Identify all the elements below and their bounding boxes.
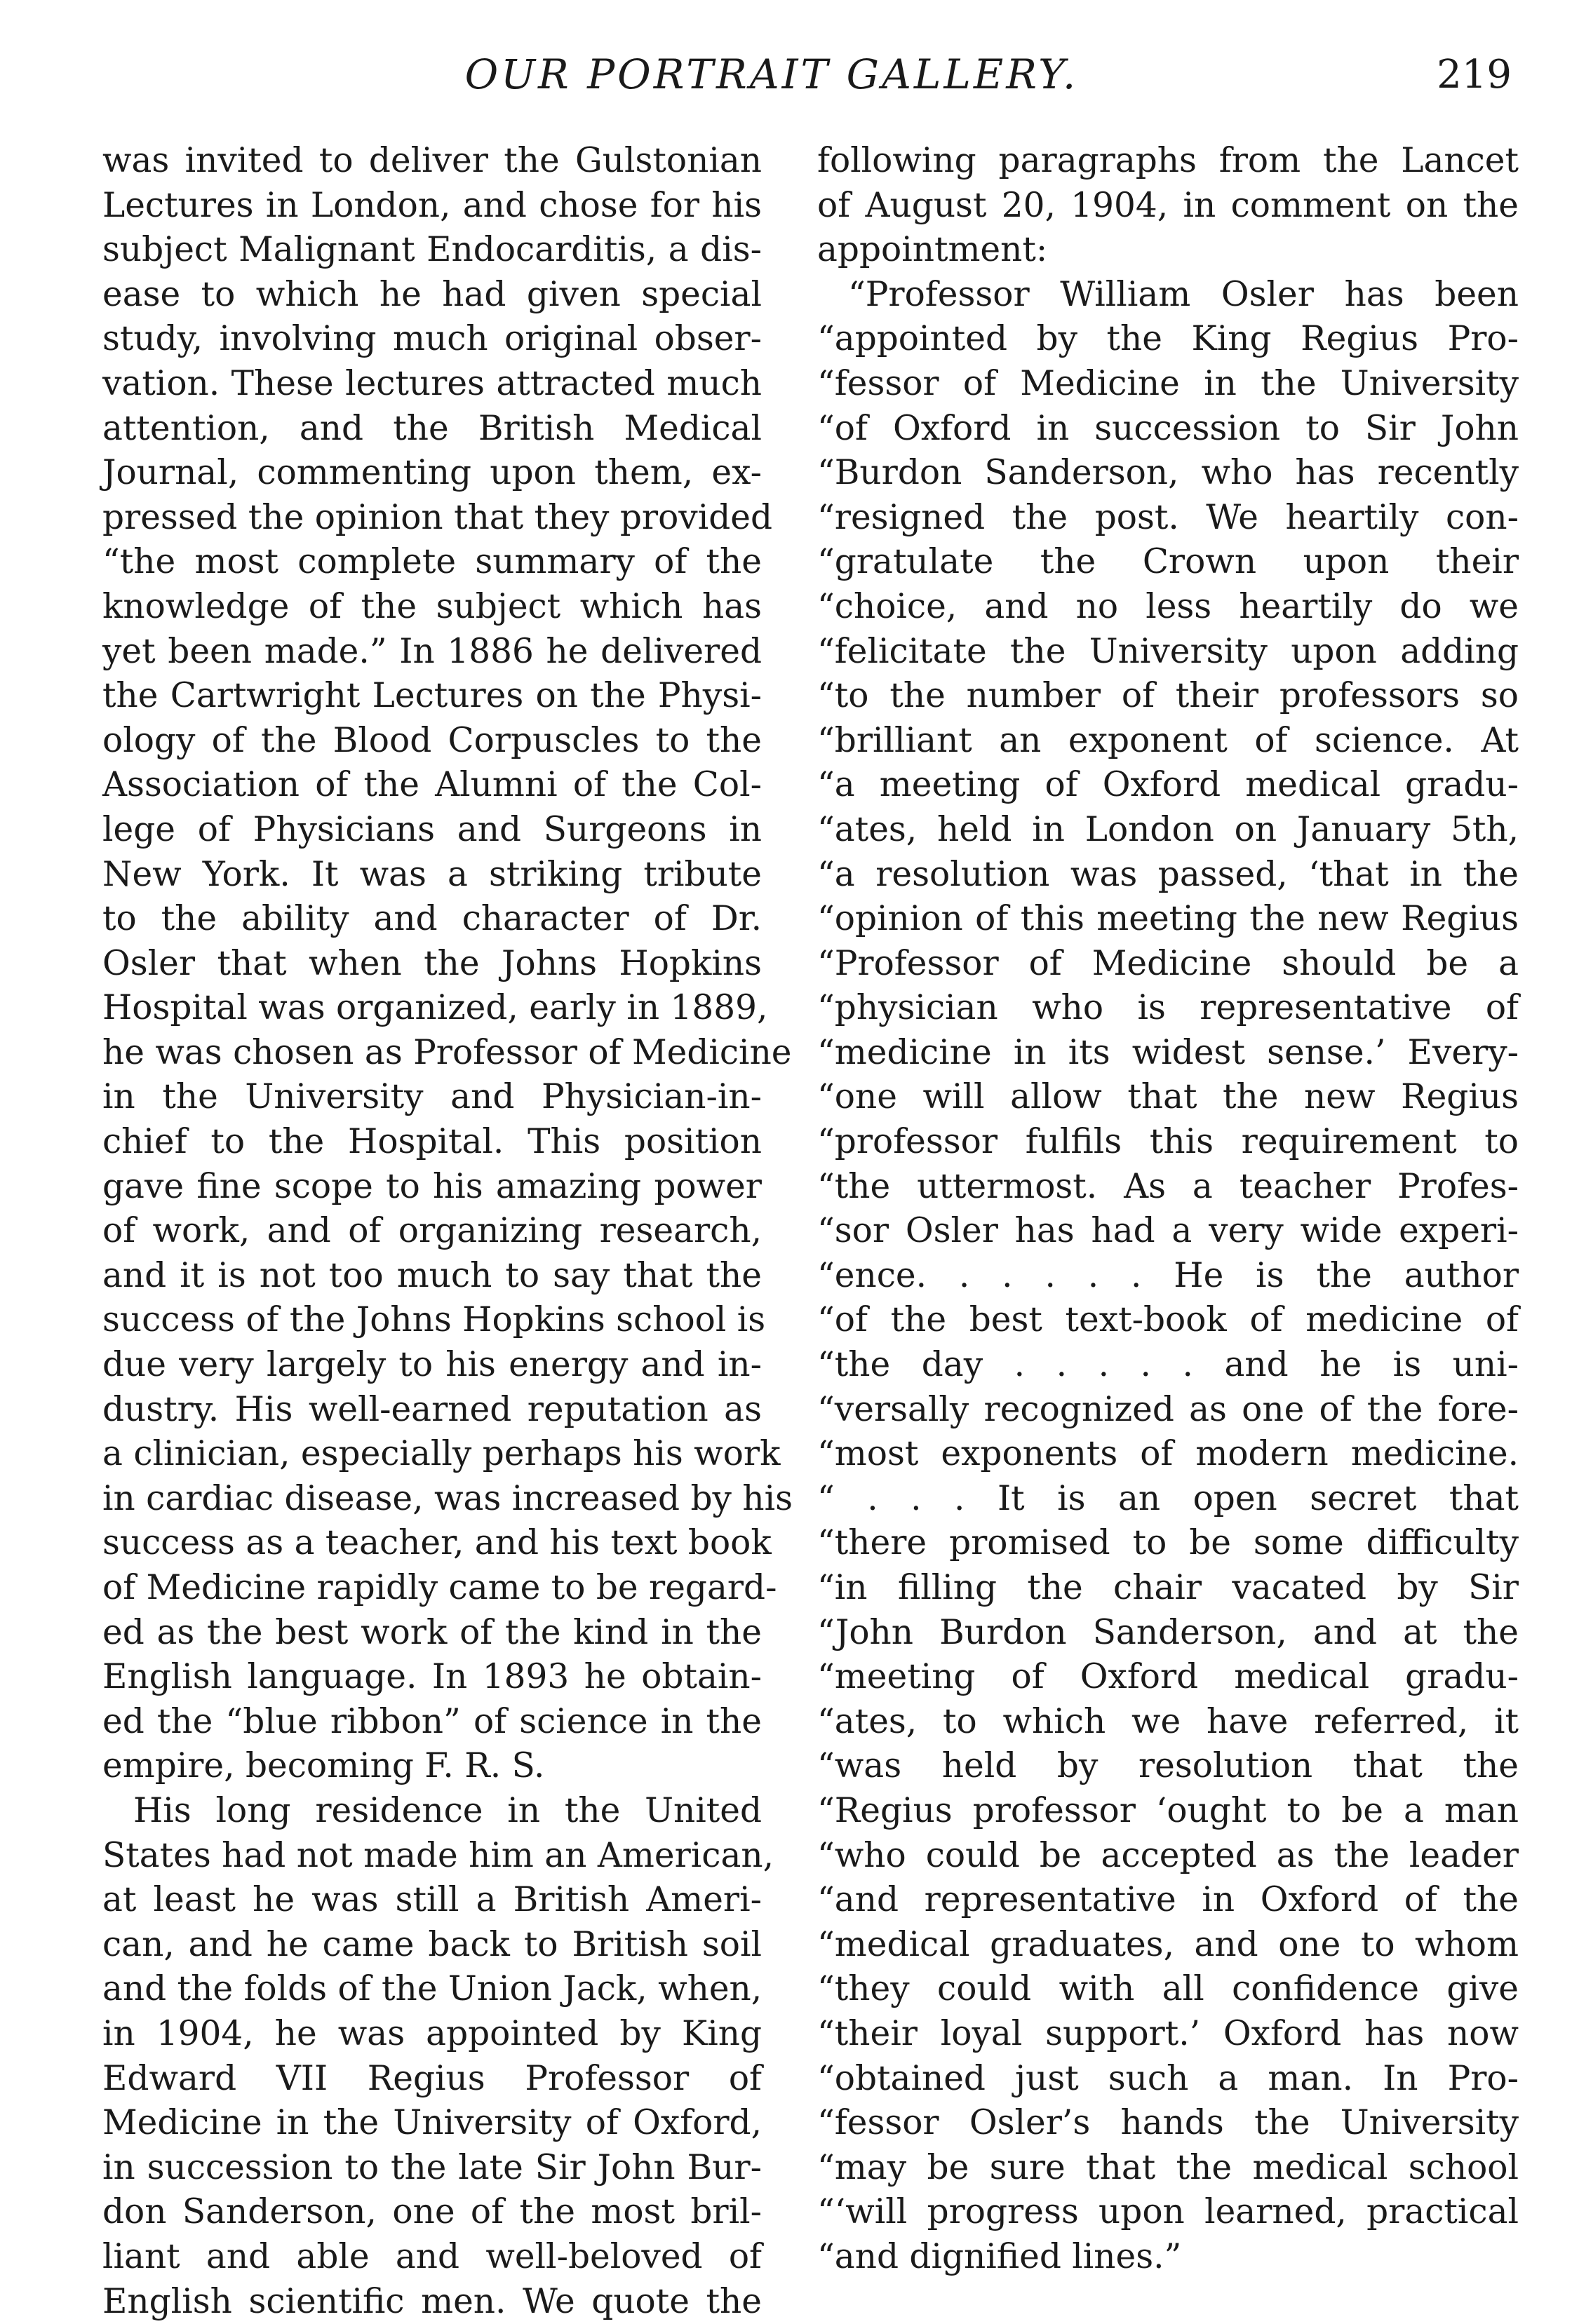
text-line: “of Oxford in succession to Sir John: [817, 407, 1519, 452]
text-line: chief to the Hospital. This position: [102, 1120, 762, 1165]
text-line: “most exponents of modern medicine.: [817, 1432, 1519, 1477]
text-line: the Cartwright Lectures on the Physi-: [102, 674, 762, 719]
text-line: “physician who is representative of: [817, 986, 1519, 1031]
text-line: at least he was still a British Ameri-: [102, 1878, 762, 1923]
text-line: yet been made.” In 1886 he delivered: [102, 630, 762, 675]
page-number: 219: [1437, 52, 1512, 97]
text-line: “resigned the post. We heartily con-: [817, 496, 1519, 541]
text-line: following paragraphs from the Lancet: [817, 139, 1519, 184]
text-line: ease to which he had given special: [102, 273, 762, 318]
text-line: “medicine in its widest sense.’ Every-: [817, 1031, 1519, 1076]
text-line: “Professor William Osler has been: [817, 273, 1519, 318]
text-line: “ence. . . . . . He is the author: [817, 1254, 1519, 1299]
text-line: “ates, held in London on January 5th,: [817, 808, 1519, 853]
text-line: “gratulate the Crown upon their: [817, 540, 1519, 585]
text-line: “the most complete summary of the: [102, 540, 762, 585]
text-line: ology of the Blood Corpuscles to the: [102, 719, 762, 764]
running-title: OUR PORTRAIT GALLERY.: [421, 50, 1122, 98]
text-line: he was chosen as Professor of Medicine: [102, 1031, 762, 1076]
right-column: [817, 139, 1519, 2280]
text-line: empire, becoming F. R. S.: [102, 1744, 762, 1789]
text-line: New York. It was a striking tribute: [102, 853, 762, 898]
text-line: Journal, commenting upon them, ex-: [102, 451, 762, 496]
text-line: “obtained just such a man. In Pro-: [817, 2057, 1519, 2102]
text-line: dustry. His well-earned reputation as: [102, 1388, 762, 1433]
text-line: “meeting of Oxford medical gradu-: [817, 1655, 1519, 1700]
text-line: “medical graduates, and one to whom: [817, 1923, 1519, 1968]
text-line: in 1904, he was appointed by King: [102, 2012, 762, 2057]
text-line: success as a teacher, and his text book: [102, 1521, 762, 1566]
text-line: in succession to the late Sir John Bur-: [102, 2146, 762, 2191]
text-line: to the ability and character of Dr.: [102, 897, 762, 942]
text-line: “was held by resolution that the: [817, 1744, 1519, 1789]
text-line: Edward VII Regius Professor of: [102, 2057, 762, 2102]
text-line: “there promised to be some difficulty: [817, 1521, 1519, 1566]
text-line: Hospital was organized, early in 1889,: [102, 986, 762, 1031]
text-line: English scientific men. We quote the: [102, 2280, 762, 2324]
text-line: ed as the best work of the kind in the: [102, 1611, 762, 1656]
text-line: “a resolution was passed, ‘that in the: [817, 853, 1519, 898]
text-line: States had not made him an American,: [102, 1834, 762, 1879]
text-line: “and dignified lines.”: [817, 2235, 1519, 2280]
text-line: attention, and the British Medical: [102, 407, 762, 452]
text-line: due very largely to his energy and in-: [102, 1343, 762, 1388]
text-line: gave fine scope to his amazing power: [102, 1165, 762, 1210]
text-line: appointment:: [817, 228, 1519, 273]
text-line: liant and able and well-beloved of: [102, 2235, 762, 2280]
text-line: “ates, to which we have referred, it: [817, 1700, 1519, 1745]
text-line: and the folds of the Union Jack, when,: [102, 1967, 762, 2012]
text-line: Association of the Alumni of the Col-: [102, 763, 762, 808]
text-line: vation. These lectures attracted much: [102, 362, 762, 407]
text-line: pressed the opinion that they provided: [102, 496, 762, 541]
text-line: “in filling the chair vacated by Sir: [817, 1566, 1519, 1611]
text-line: “appointed by the King Regius Pro-: [817, 317, 1519, 362]
text-line: “the uttermost. As a teacher Profes-: [817, 1165, 1519, 1210]
text-line: “Burdon Sanderson, who has recently: [817, 451, 1519, 496]
text-line: of Medicine rapidly came to be regard-: [102, 1566, 762, 1611]
text-line: “ . . . It is an open secret that: [817, 1477, 1519, 1522]
text-line: in the University and Physician-in-: [102, 1075, 762, 1120]
text-line: “felicitate the University upon adding: [817, 630, 1519, 675]
text-line: “they could with all confidence give: [817, 1967, 1519, 2012]
text-line: “John Burdon Sanderson, and at the: [817, 1611, 1519, 1656]
text-line: “of the best text-book of medicine of: [817, 1298, 1519, 1343]
text-line: “versally recognized as one of the fore-: [817, 1388, 1519, 1433]
text-line: can, and he came back to British soil: [102, 1923, 762, 1968]
text-line: “opinion of this meeting the new Regius: [817, 897, 1519, 942]
text-line: “professor fulfils this requirement to: [817, 1120, 1519, 1165]
text-line: of August 20, 1904, in comment on the: [817, 184, 1519, 229]
text-line: Medicine in the University of Oxford,: [102, 2101, 762, 2146]
left-column: [102, 139, 762, 2324]
text-line: “the day . . . . . and he is uni-: [817, 1343, 1519, 1388]
text-line: study, involving much original obser-: [102, 317, 762, 362]
text-line: “a meeting of Oxford medical gradu-: [817, 763, 1519, 808]
text-line: “fessor of Medicine in the University: [817, 362, 1519, 407]
text-line: “Professor of Medicine should be a: [817, 942, 1519, 987]
text-line: “sor Osler has had a very wide experi-: [817, 1209, 1519, 1254]
text-line: “one will allow that the new Regius: [817, 1075, 1519, 1120]
text-line: “may be sure that the medical school: [817, 2146, 1519, 2191]
text-line: “who could be accepted as the leader: [817, 1834, 1519, 1879]
text-line: in cardiac disease, was increased by his: [102, 1477, 762, 1522]
text-line: success of the Johns Hopkins school is: [102, 1298, 762, 1343]
text-line: “choice, and no less heartily do we: [817, 585, 1519, 630]
text-line: “brilliant an exponent of science. At: [817, 719, 1519, 764]
text-line: don Sanderson, one of the most bril-: [102, 2190, 762, 2235]
text-line: “Regius professor ‘ought to be a man: [817, 1789, 1519, 1834]
text-line: knowledge of the subject which has: [102, 585, 762, 630]
text-line: “their loyal support.’ Oxford has now: [817, 2012, 1519, 2057]
text-line: subject Malignant Endocarditis, a dis-: [102, 228, 762, 273]
text-line: was invited to deliver the Gulstonian: [102, 139, 762, 184]
text-line: Osler that when the Johns Hopkins: [102, 942, 762, 987]
text-line: a clinician, especially perhaps his work: [102, 1432, 762, 1477]
text-line: “‘will progress upon learned, practical: [817, 2190, 1519, 2235]
text-line: “and representative in Oxford of the: [817, 1878, 1519, 1923]
text-line: and it is not too much to say that the: [102, 1254, 762, 1299]
text-line: “fessor Osler’s hands the University: [817, 2101, 1519, 2146]
text-line: lege of Physicians and Surgeons in: [102, 808, 762, 853]
text-line: ed the “blue ribbon” of science in the: [102, 1700, 762, 1745]
text-line: “to the number of their professors so: [817, 674, 1519, 719]
text-line: Lectures in London, and chose for his: [102, 184, 762, 229]
text-line: of work, and of organizing research,: [102, 1209, 762, 1254]
text-line: English language. In 1893 he obtain-: [102, 1655, 762, 1700]
text-line: His long residence in the United: [102, 1789, 762, 1834]
